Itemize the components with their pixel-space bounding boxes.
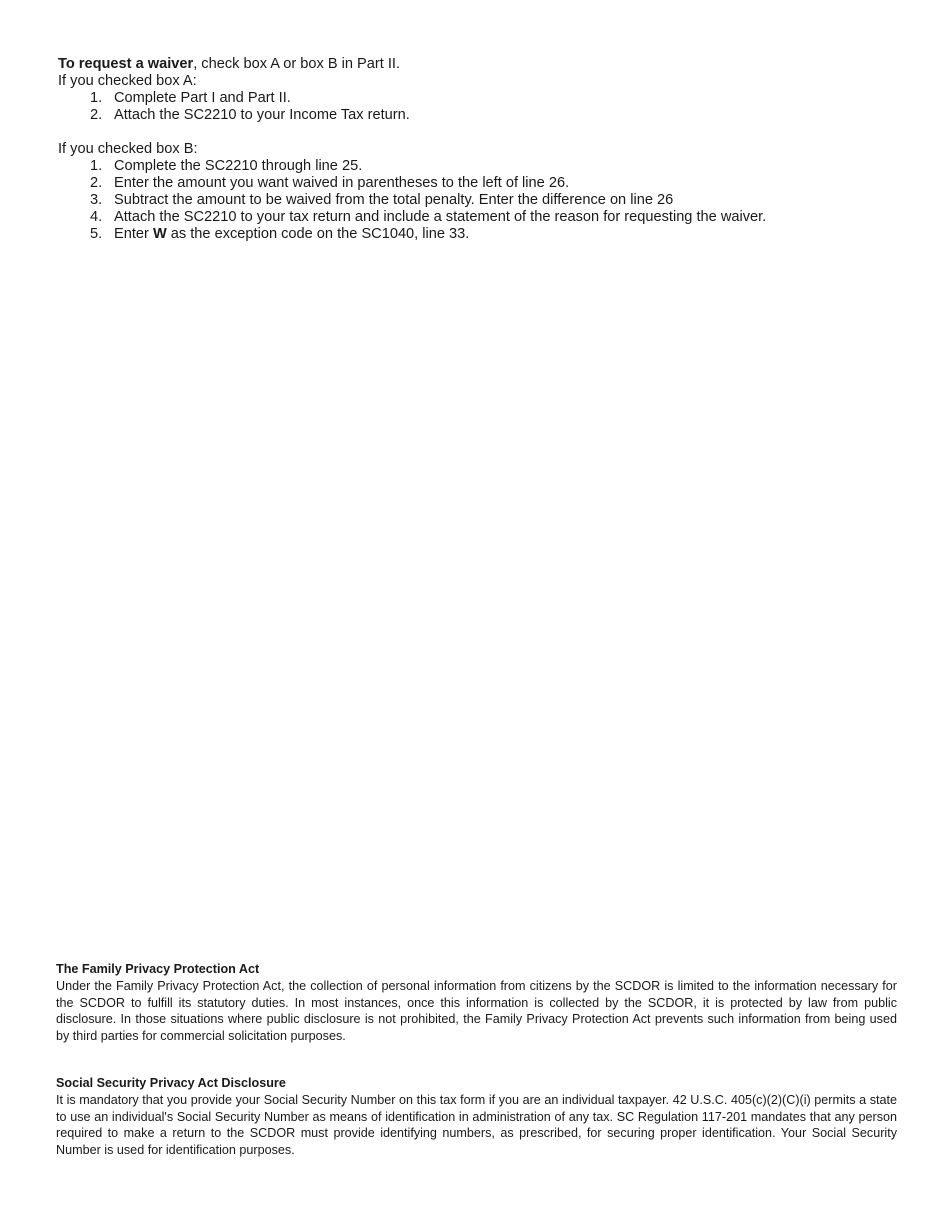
step-text-post: as the exception code on the SC1040, line 33. (166, 226, 470, 242)
waiver-intro-rest: , check box A or box B in Part II. (193, 56, 401, 72)
waiver-instructions (58, 56, 898, 243)
box-a-heading: If you checked box A: (58, 73, 197, 89)
family-privacy-title: The Family Privacy Protection Act (56, 962, 260, 976)
box-a-step (58, 90, 898, 107)
box-b-step (58, 175, 898, 192)
family-privacy-section (56, 961, 897, 1045)
box-b-steps (58, 158, 898, 243)
step-number: 1. (90, 158, 103, 174)
box-a-steps (58, 90, 898, 124)
box-b-step (58, 158, 898, 175)
waiver-intro (58, 56, 898, 73)
step-number: 5. (90, 226, 103, 242)
box-a-step (58, 107, 898, 124)
exception-code: W (152, 226, 167, 242)
step-number: 2. (90, 107, 103, 123)
step-number: 2. (90, 175, 103, 191)
step-text: Subtract the amount to be waived from the total penalty. Enter the difference on line 26 (114, 192, 674, 208)
step-text: Complete Part I and Part II. (114, 90, 291, 106)
waiver-intro-bold: To request a waiver (58, 56, 194, 72)
step-number: 3. (90, 192, 103, 208)
box-b-step (58, 226, 898, 243)
step-text: Attach the SC2210 to your Income Tax return. (114, 107, 410, 123)
family-privacy-body: Under the Family Privacy Protection Act, the collection of personal information from citizens by the SCDOR is limited to the information necessary for the SCDOR to fulfill its statutory duties. In most instances, once this information is collected by the SCDOR, it is protected by law from public disclosure. In those situations where public disclosure is not prohibited, the Family Privacy Protection Act prevents such information from being used by third parties for commercial solicitation purposes. (56, 978, 897, 1044)
step-number: 1. (90, 90, 103, 106)
step-text: Enter the amount you want waived in parentheses to the left of line 26. (114, 175, 570, 191)
box-b-step (58, 192, 898, 209)
box-b-heading: If you checked box B: (58, 141, 198, 157)
ssn-privacy-section (56, 1075, 897, 1159)
step-text: Attach the SC2210 to your tax return and include a statement of the reason for requesting the waiver. (114, 209, 767, 225)
ssn-privacy-title: Social Security Privacy Act Disclosure (56, 1076, 286, 1090)
step-number: 4. (90, 209, 103, 225)
step-text-pre: Enter (114, 226, 153, 242)
step-text: Complete the SC2210 through line 25. (114, 158, 363, 174)
box-b-step (58, 209, 898, 226)
ssn-privacy-body: It is mandatory that you provide your Social Security Number on this tax form if you are an individual taxpayer. 42 U.S.C. 405(c)(2)(C)(i) permits a state to use an individual's Social Security Number as means of identification in administration of any tax. SC Regulation 117-201 mandates that any person required to make a return to the SCDOR must provide identifying numbers, as prescribed, for securing proper identification. Your Social Security Number is used for identification purposes. (56, 1092, 897, 1158)
section-spacer (58, 124, 898, 141)
